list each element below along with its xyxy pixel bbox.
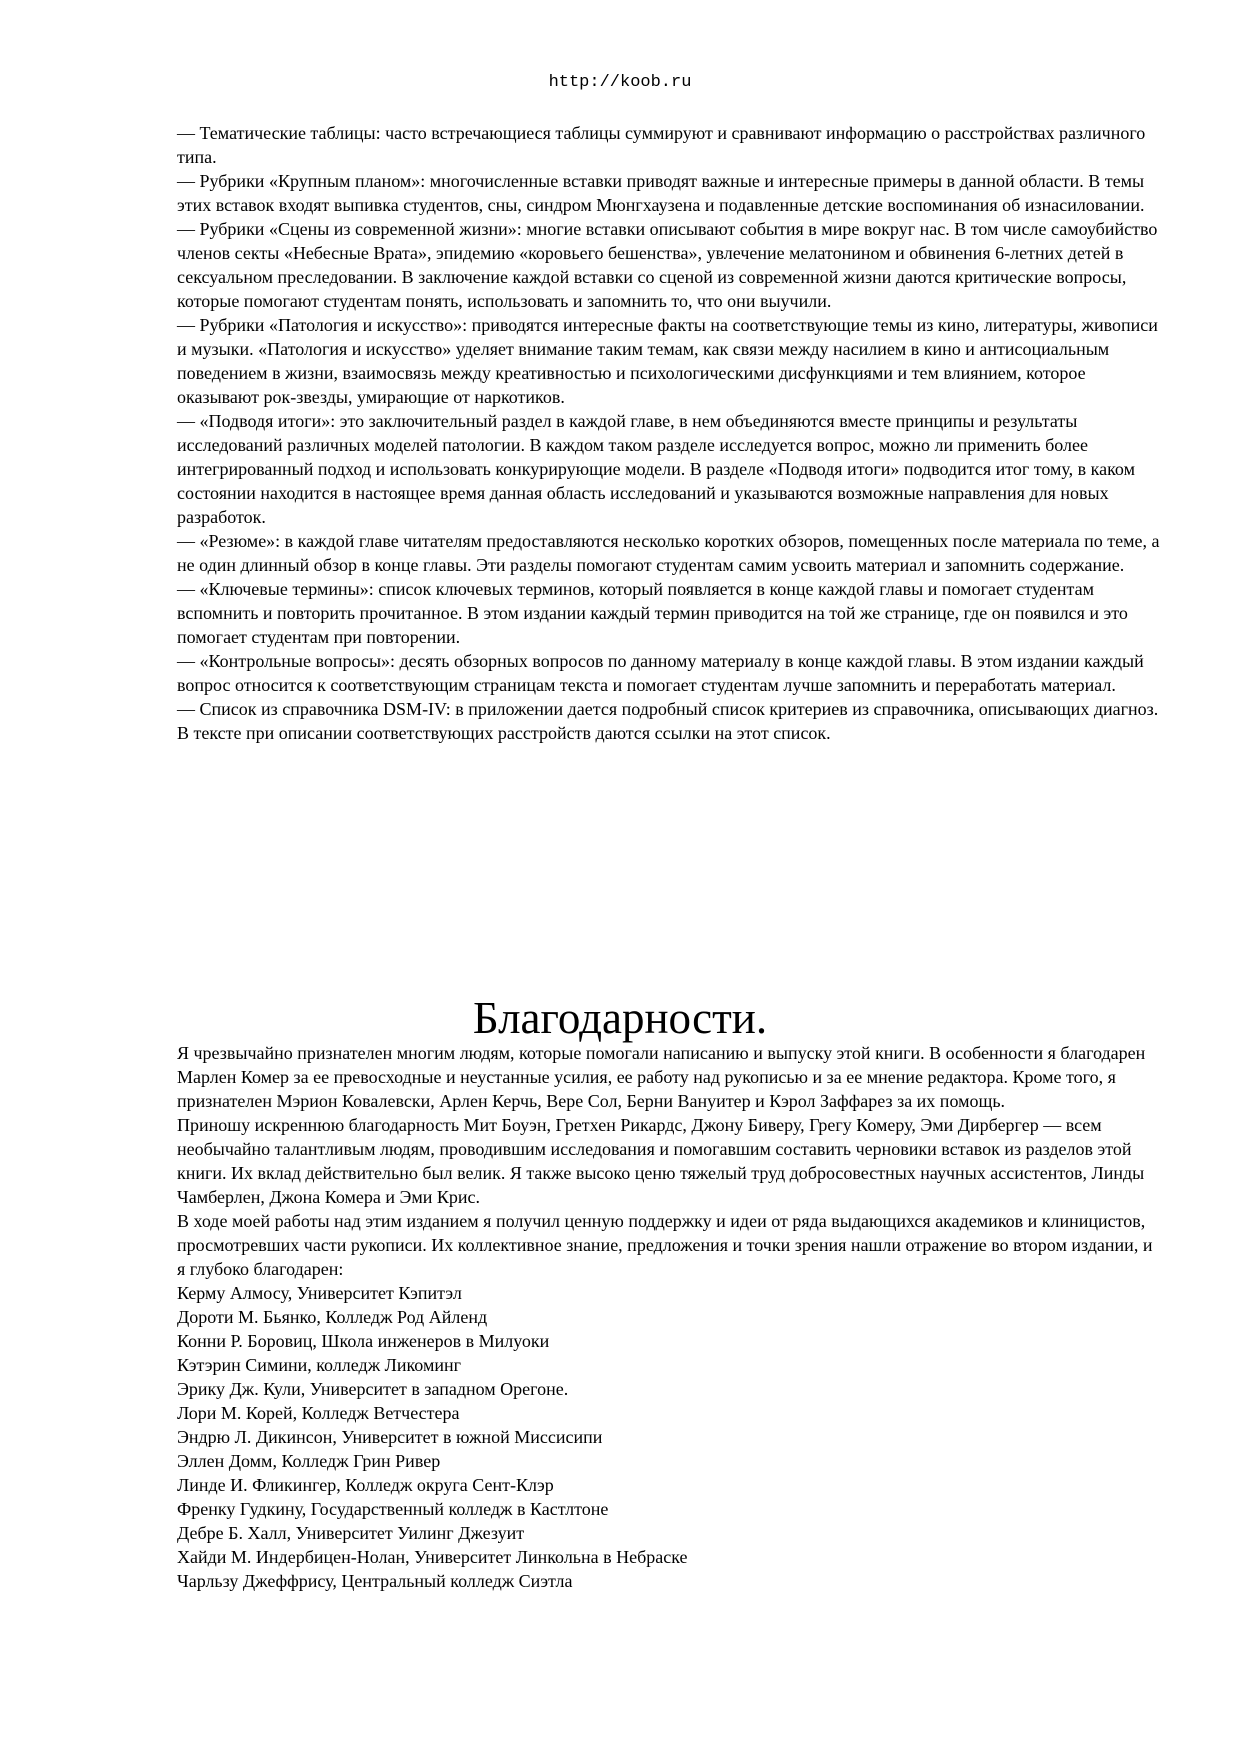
reviewer-item: Лори М. Корей, Колледж Ветчестера (177, 1403, 460, 1423)
section-title-acknowledgments: Благодарности. (472, 993, 768, 1043)
reviewer-item: Хайди М. Индербицен-Нолан, Университет Линкольна в Небраске (177, 1547, 688, 1567)
acknowledgments-body (177, 1041, 1162, 1593)
feature-item: — «Ключевые термины»: список ключевых терминов, который появляется в конце каждой главы и помогает студентам вспомнить и повторить прочитанное. В этом издании каждый термин приводится на той же странице, где он появился и это помогает студентам при повторении. (177, 579, 1128, 647)
reviewer-item: Чарльзу Джеффрису, Центральный колледж Сиэтла (177, 1571, 573, 1591)
reviewer-item: Френку Гудкину, Государственный колледж в Кастлтоне (177, 1499, 609, 1519)
reviewer-item: Керму Алмосу, Университет Кэпитэл (177, 1283, 462, 1303)
reviewer-item: Дебре Б. Халл, Университет Уилинг Джезуит (177, 1523, 525, 1543)
feature-item: — «Резюме»: в каждой главе читателям предоставляются несколько коротких обзоров, помещенных после материала по теме, а не один длинный обзор в конце главы. Эти разделы помогают студентам самим усвоить материал и запомнить содержание. (177, 531, 1160, 575)
feature-item: — Рубрики «Сцены из современной жизни»: многие вставки описывают события в мире вокруг нас. В том числе самоубийство членов секты «Небесные Врата», эпидемию «коровьего бешенства», увлечение мелатонином и обвинения 6-летних детей в сексуальном преследовании. В заключение каждой вставки со сценой из современной жизни даются критические вопросы, которые помогают студентам понять, использовать и запомнить то, что они выучили. (177, 219, 1158, 311)
reviewer-item: Эрику Дж. Кули, Университет в западном Орегоне. (177, 1379, 569, 1399)
acknowledgments-paragraph: В ходе моей работы над этим изданием я получил ценную поддержку и идеи от ряда выдающихся академиков и клиницистов, просмотревших части рукописи. Их коллективное знание, предложения и точки зрения нашли отражение во втором издании, и я глубоко благодарен: (177, 1211, 1153, 1279)
acknowledgments-paragraph: Я чрезвычайно признателен многим людям, которые помогали написанию и выпуску этой книги. В особенности я благодарен Марлен Комер за ее превосходные и неустанные усилия, ее работу над рукописью и за ее мнение редактора. Кроме того, я признателен Мэрион Ковалевски, Арлен Керчь, Вере Сол, Берни Вануитер и Кэрол Заффарез за их помощь. (177, 1043, 1146, 1111)
reviewer-item: Дороти М. Бьянко, Колледж Род Айленд (177, 1307, 488, 1327)
reviewer-item: Конни Р. Боровиц, Школа инженеров в Милуоки (177, 1331, 550, 1351)
reviewer-item: Эндрю Л. Дикинсон, Университет в южной Миссисипи (177, 1427, 603, 1447)
acknowledgments-paragraph: Приношу искреннюю благодарность Мит Боуэн, Гретхен Рикардс, Джону Биверу, Грегу Комеру, Эми Дирбергер — всем необычайно талантливым людям, проводившим исследования и помогавшим составить черновики вставок из разделов этой книги. Их вклад действительно был велик. Я также высоко ценю тяжелый труд добросовестных научных ассистентов, Линды Чамберлен, Джона Комера и Эми Крис. (177, 1115, 1145, 1207)
feature-item: — Список из справочника DSM-IV: в приложении дается подробный список критериев из справочника, описывающих диагноз. В тексте при описании соответствующих расстройств даются ссылки на этот список. (177, 699, 1159, 743)
reviewer-item: Эллен Домм, Колледж Грин Ривер (177, 1451, 441, 1471)
header-url: http://koob.ru (548, 73, 692, 92)
reviewers-list (177, 1281, 1162, 1593)
feature-item: — «Контрольные вопросы»: десять обзорных вопросов по данному материалу в конце каждой главы. В этом издании каждый вопрос относится к соответствующим страницам текста и помогает студентам лучше запомнить и переработать материал. (177, 651, 1144, 695)
reviewer-item: Линде И. Фликингер, Колледж округа Сент-Клэр (177, 1475, 554, 1495)
feature-item: — Рубрики «Крупным планом»: многочисленные вставки приводят важные и интересные примеры в данной области. В темы этих вставок входят выпивка студентов, сны, синдром Мюнгхаузена и подавленные детские воспоминания об изнасиловании. (177, 171, 1145, 215)
features-list (177, 121, 1162, 745)
feature-item: — Тематические таблицы: часто встречающиеся таблицы суммируют и сравнивают информацию о расстройствах различного типа. (177, 123, 1146, 167)
feature-item: — Рубрики «Патология и искусство»: приводятся интересные факты на соответствующие темы из кино, литературы, живописи и музыки. «Патология и искусство» уделяет внимание таким темам, как связи между насилием в кино и антисоциальным поведением в жизни, взаимосвязь между креативностью и психологическими дисфункциями и тем влиянием, которое оказывают рок-звезды, умирающие от наркотиков. (177, 315, 1158, 407)
feature-item: — «Подводя итоги»: это заключительный раздел в каждой главе, в нем объединяются вместе принципы и результаты исследований различных моделей патологии. В каждом таком разделе исследуется вопрос, можно ли применить более интегрированный подход и использовать конкурирующие модели. В разделе «Подводя итоги» подводится итог тому, в каком состоянии находится в настоящее время данная область исследований и указываются возможные направления для новых разработок. (177, 411, 1135, 527)
reviewer-item: Кэтэрин Симини, колледж Ликоминг (177, 1355, 462, 1375)
